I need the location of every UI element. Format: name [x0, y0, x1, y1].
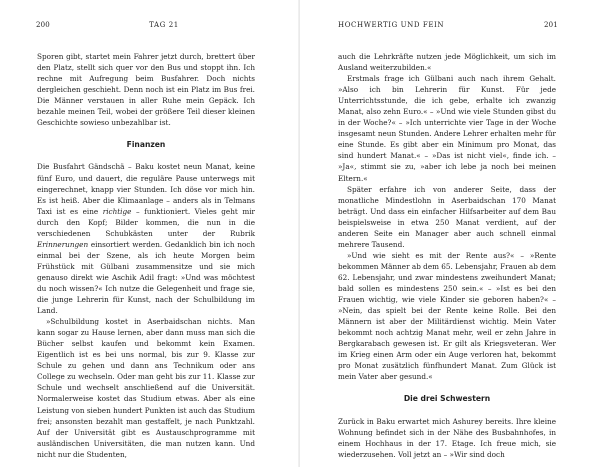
- paragraph: Die Busfahrt Gändschä – Baku kostet neun Manat, keine fünf Euro, und dauert, die reguläre Pause unterwegs mit eingerechnet, knapp vier Stunden. Ich döse vor mich hin. Es ist heiß. Aber die Klimaanlage – anders als in Telmans Taxi ist es eine richtige – funktioniert. Vieles geht mir durch den Kopf; Bilder kommen, die nun in die verschiedenen Schubkästen unter der Rubrik Erinnerungen einsortiert werden. Gedanklich bin ich noch einmal bei der Szene, als ich heute Morgen beim Frühstück mit Gülbani zusammensitze und sie mich genauso direkt wie Aschik Adil fragt: »Und was möchtest du noch wissen?« Ich nutze die Gelegenheit und frage sie, die junge Lehrerin für Kunst, nach der Schulbildung im Land.: [37, 162, 255, 316]
- paragraph: Später erfahre ich von anderer Seite, dass der monatliche Mindestlohn in Aserbaidschan 170 Manat beträgt. Und dass ein einfacher Hilfsarbeiter auf dem Bau beispielsweise in etwa 250 Manat verdient, auf der anderen Seite ein Manager aber auch schnell einmal mehrere Tausend.: [338, 184, 556, 249]
- paragraph: »Schulbildung kostet in Aserbaidschan nichts. Man kann sogar zu Hause lernen, aber dann muss man sich die Bücher selbst kaufen und bekommt kein Examen. Eigentlich ist es bei uns normal, bis zur 9. Klasse zur Schule zu gehen und dann ans Technikum oder ans College zu wechseln. Oder man geht bis zur 11. Klasse zur Schule und wechselt anschließend auf die Universität. Normalerweise kostet das Studium etwas. Aber als eine Leistung von sieben hundert Punkten ist auch das Studium frei; ansonsten bezahlt man gestaffelt, je nach Punktzahl. Auf der Universität gibt es Austauschprogramme mit ausländischen Universitäten, die man nutzen kann. Und nicht nur die Studenten,: [37, 317, 255, 459]
- paragraph: Sporen gibt, startet mein Fahrer jetzt durch, brettert über den Platz, stellt sich quer vor den Bus und stoppt ihn. Ich rechne mit Aufregung beim Busfahrer. Doch nichts dergleichen geschieht. Denn noch ist ein Platz im Bus frei. Die Männer verstauen in aller Ruhe mein Gepäck. Ich bezahle meinen Teil, wobei der größere Teil dieser kleinen Geschichte sowieso unbezahlbar ist.: [37, 52, 255, 128]
- section-heading: Finanzen: [126, 140, 166, 150]
- left-body-text: [37, 51, 255, 460]
- page-number-right: 201: [544, 21, 558, 29]
- running-head-right: HOCHWERTIG UND FEIN: [338, 21, 445, 29]
- page-number-left: 200: [36, 21, 50, 29]
- paragraph: »Und wie sieht es mit der Rente aus?« – »Rente bekommen Männer ab dem 65. Lebensjahr, Frauen ab dem 62. Lebensjahr, und zwar mindestens zweihundert Manat; bald sollen es mindestens 250 sein.« – »Ist es bei den Frauen wichtig, wie viele Kinder sie geboren haben?« – »Nein, das spielt bei der Rente keine Rolle. Bei den Männern ist aber der Militärdienst wichtig. Mein Vater bekommt noch achtzig Manat mehr, weil er zehn Jahre in Bergkarabach gewesen ist. Er gilt als Kriegsveteran. Wer im Krieg einen Arm oder ein Auge verloren hat, bekommt pro Monat zusätzlich fünfhundert Manat. Zum Glück ist mein Vater aber gesund.«: [338, 250, 556, 382]
- right-body-text: [338, 51, 556, 460]
- section-heading: Die drei Schwestern: [403, 394, 491, 404]
- paragraph: Zurück in Baku erwartet mich Ashurey bereits. Ihre kleine Wohnung befindet sich in der Nähe des Busbahnhofes, in einem Hochhaus in der 17. Etage. Ich freue mich, sie wiederzusehen. Voll jetzt an – »Wir sind doch: [338, 416, 556, 459]
- paragraph: Erstmals frage ich Gülbani auch nach ihrem Gehalt. »Also ich bin Lehrerin für Kunst. Für jede Unterrichtsstunde, die ich gebe, erhalte ich zwanzig Manat, also zehn Euro.« – »Und wie viele Stunden gibst du in der Woche?« – »Ich unterrichte vier Tage in der Woche insgesamt neun Stunden. Andere Lehrer erhalten mehr für eine Stunde. Es gibt aber ein Minimum pro Monat, das sind hundert Manat.« – »Das ist nicht viel«, finde ich. – »Ja«, stimmt sie zu, »aber ich lebe ja noch bei meinen Eltern.«: [338, 74, 556, 183]
- paragraph: auch die Lehrkräfte nutzen jede Möglichkeit, um sich im Ausland weiterzubilden.«: [338, 52, 556, 73]
- running-head-left: TAG 21: [149, 21, 179, 29]
- right-page: [300, 0, 600, 467]
